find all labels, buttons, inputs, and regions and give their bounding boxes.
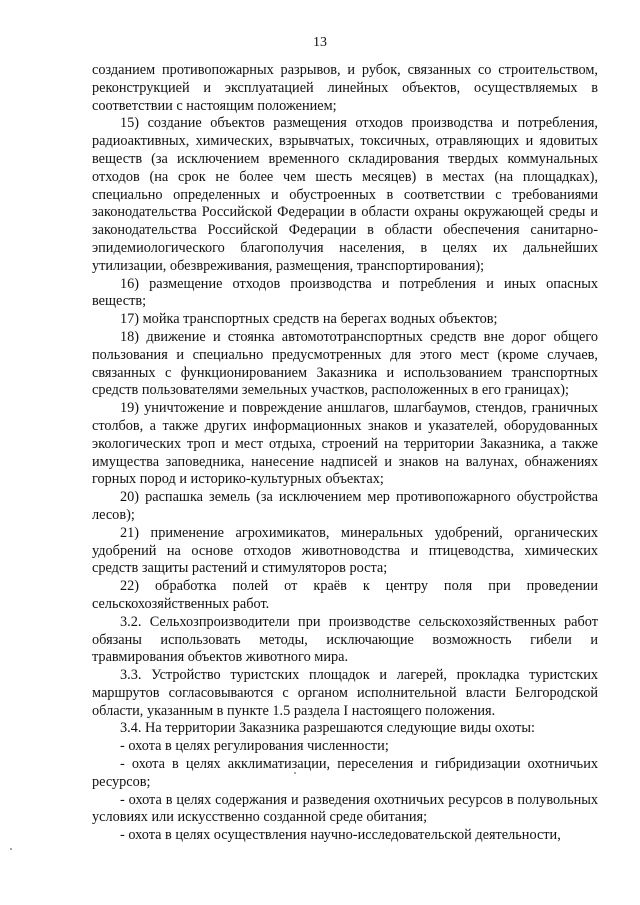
- list-item-hunting-regulation: - охота в целях регулирования численности;: [120, 738, 389, 755]
- paragraph-item-20: 20) распашка земель (за исключением мер противопожарного обустройства лесов);: [92, 489, 598, 523]
- paragraph-item-17: 17) мойка транспортных средств на берегах водных объектов;: [120, 311, 498, 328]
- paragraph-section-3-2: 3.2. Сельхозпроизводители при производстве сельскохозяйственных работ обязаны использовать методы, исключающие возможность гибели и травмирования объектов животного мира.: [92, 613, 598, 666]
- list-item-hunting-acclimatization: - охота в целях акклиматизации, переселения и гибридизации охотничьих ресурсов;: [92, 756, 598, 790]
- list-item-hunting-research: - охота в целях осуществления научно-исследовательской деятельности,: [120, 827, 561, 844]
- paragraph-section-3-3: 3.3. Устройство туристских площадок и лагерей, прокладка туристских маршрутов согласовываются с органом исполнительной власти Белгородской области, указанным в пункте 1.5 раздела I настоящего положения.: [92, 667, 598, 719]
- paragraph-continuation: созданием противопожарных разрывов, и рубок, связанных со строительством, реконструкцией и эксплуатацией линейных объектов, осуществляемых в соответствии с настоящим положением;: [92, 62, 598, 114]
- page-number: 13: [313, 35, 327, 50]
- paragraph-item-22: 22) обработка полей от краёв к центру поля при проведении сельскохозяйственных работ.: [92, 578, 598, 612]
- paragraph-item-16: 16) размещение отходов производства и потребления и иных опасных веществ;: [92, 275, 598, 310]
- paragraph-item-18: 18) движение и стоянка автомототранспортных средств вне дорог общего пользования и специально предусмотренных для этого мест (кроме случаев, связанных с функционированием Заказника и использованием транспортных средств пользователями земельных участков, расположенных в его границах);: [92, 328, 598, 399]
- document-body: [92, 62, 598, 845]
- paragraph-item-19: 19) уничтожение и повреждение аншлагов, шлагбаумов, стендов, граничных столбов, а также других информационных знаков и указателей, оборудованных экологических троп и мест отдыха, строений на территории Заказника, а также имущества заповедника, нанесение надписей и знаков на валунах, обнажениях горных пород и историко-культурных объектах;: [92, 400, 598, 488]
- paragraph-section-3-4: 3.4. На территории Заказника разрешаются следующие виды охоты:: [120, 720, 535, 737]
- scan-speck: [294, 772, 296, 774]
- scan-speck: [10, 848, 12, 850]
- paragraph-item-15: 15) создание объектов размещения отходов производства и потребления, радиоактивных, химических, взрывчатых, токсичных, отравляющих и ядовитых веществ (за исключением временного складирования твердых коммунальных отходов (на срок не более чем шесть месяцев) в местах (на площадках), специально определенных и обустроенных в соответствии с требованиями законодательства Российской Федерации в области охраны окружающей среды и законодательства Российской Федерации в области обеспечения санитарно-эпидемиологического благополучия населения, в целях их дальнейших утилизации, обезвреживания, размещения, транспортирования);: [92, 115, 598, 274]
- list-item-hunting-breeding: - охота в целях содержания и разведения охотничьих ресурсов в полувольных условиях или искусственно созданной среде обитания;: [92, 791, 598, 826]
- paragraph-item-21: 21) применение агрохимикатов, минеральных удобрений, органических удобрений на основе отходов животноводства и птицеводства, химических средств защиты растений и стимуляторов роста;: [92, 524, 598, 577]
